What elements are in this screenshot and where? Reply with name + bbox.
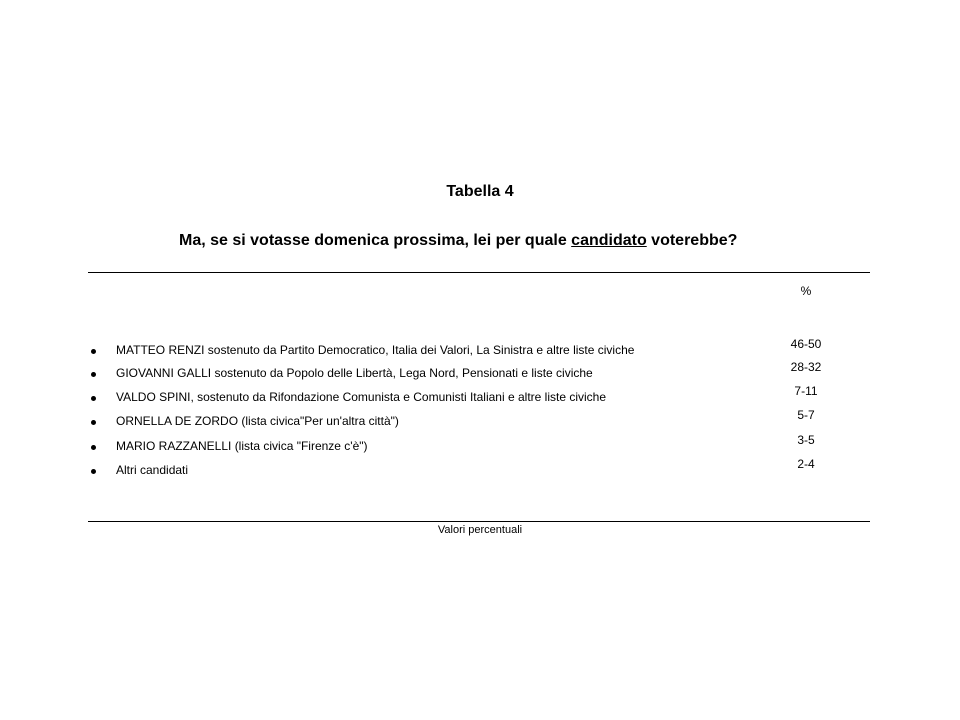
table-row [88, 360, 870, 388]
top-rule [88, 272, 870, 273]
candidate-label: VALDO SPINI, sostenuto da Rifondazione Comunista e Comunisti Italiani e altre liste civiche [116, 390, 607, 404]
table-row [88, 337, 870, 365]
table-row [88, 408, 870, 436]
table-footer-note: Valori percentuali [437, 524, 523, 536]
question-underlined-word: candidato [571, 232, 647, 249]
table-title: Tabella 4 [446, 183, 514, 200]
question-text-end: voterebbe? [646, 232, 738, 249]
table-row [88, 433, 870, 461]
bullet-icon [91, 420, 96, 425]
candidate-percent: 2-4 [797, 457, 815, 471]
bottom-rule [88, 521, 870, 522]
bullet-icon [91, 372, 96, 377]
candidate-percent: 7-11 [794, 384, 818, 398]
bullet-icon [91, 349, 96, 354]
bullet-icon [91, 445, 96, 450]
percent-column-header: % [800, 284, 812, 298]
candidate-percent: 5-7 [797, 408, 815, 422]
table-row [88, 384, 870, 412]
bullet-icon [91, 396, 96, 401]
question-heading [179, 232, 879, 250]
candidate-label: GIOVANNI GALLI sostenuto da Popolo delle Libertà, Lega Nord, Pensionati e liste civiche [116, 366, 593, 380]
candidate-percent: 28-32 [790, 360, 822, 374]
candidate-label: MATTEO RENZI sostenuto da Partito Democratico, Italia dei Valori, La Sinistra e altre liste civiche [116, 343, 635, 357]
candidate-label: MARIO RAZZANELLI (lista civica "Firenze c'è") [116, 439, 368, 453]
bullet-icon [91, 469, 96, 474]
question-text-start: Ma, se si votasse domenica prossima, lei per quale [179, 232, 572, 249]
candidate-percent: 3-5 [797, 433, 815, 447]
table-row [88, 457, 870, 485]
candidate-label: Altri candidati [116, 463, 189, 477]
candidate-label: ORNELLA DE ZORDO (lista civica"Per un'altra città") [116, 414, 399, 428]
candidate-percent: 46-50 [790, 337, 822, 351]
